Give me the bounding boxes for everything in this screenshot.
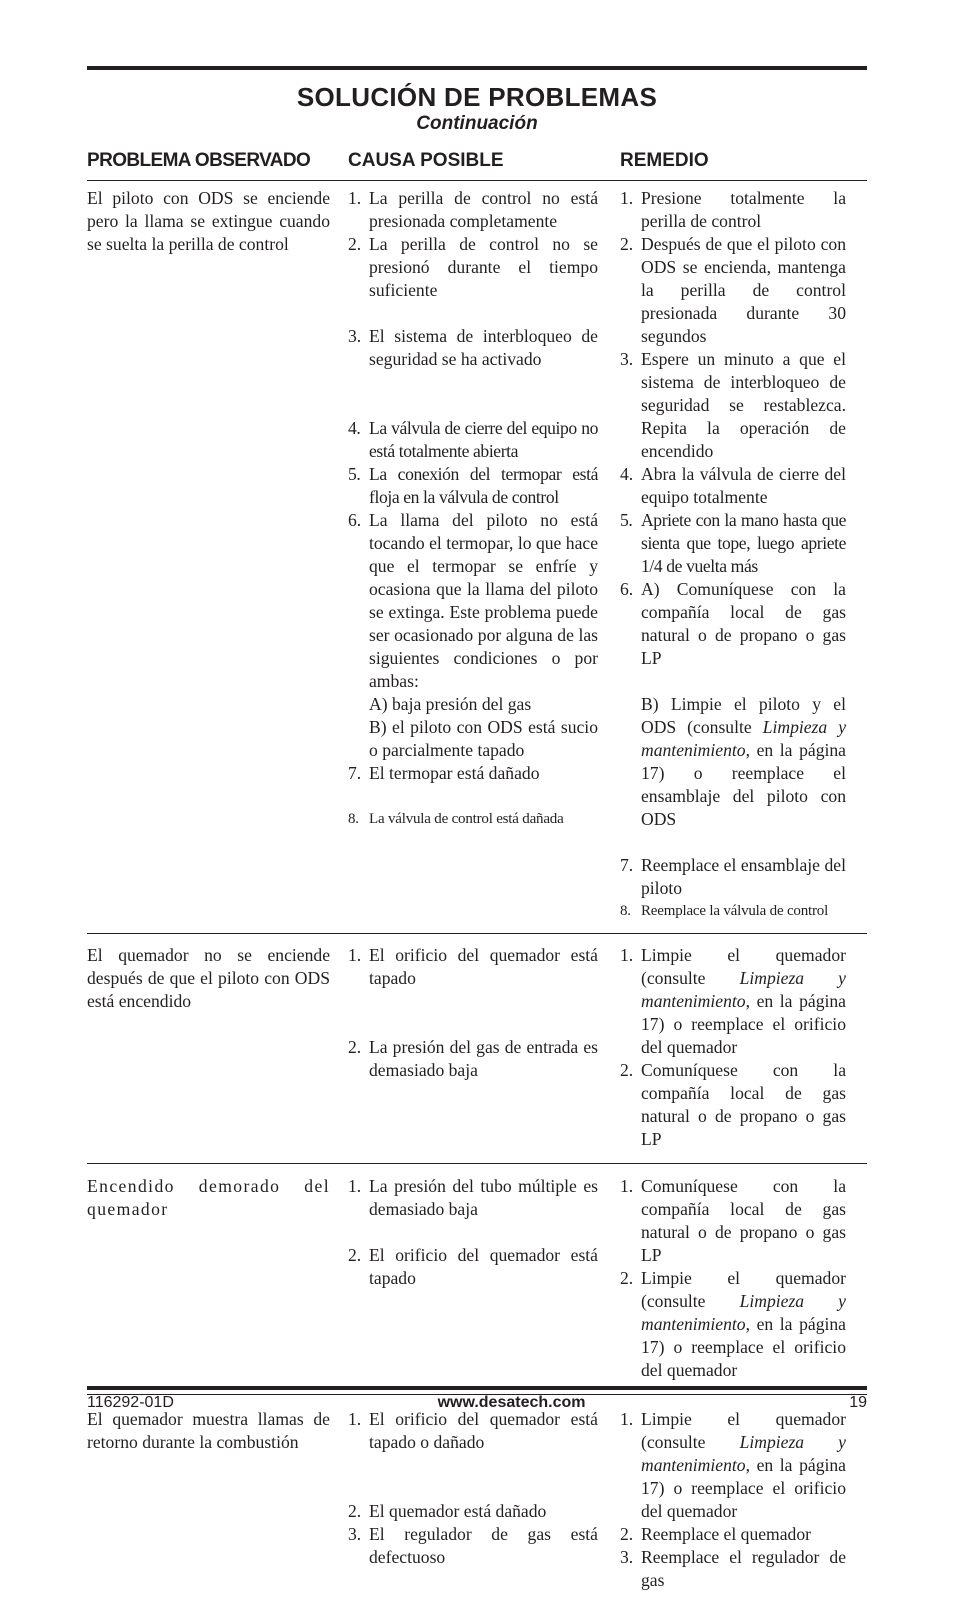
remedy-item: 2. Comuníquese con la compañía local de gas natural o de propano o gas LP: [620, 1060, 846, 1149]
cause-item: 3. El regulador de gas está defectuoso: [348, 1524, 598, 1567]
remedy-item: 3. Reemplace el regulador de gas: [620, 1547, 846, 1590]
part-number: 116292-01D: [87, 1394, 174, 1411]
remedy-item: 1. Limpie el quemador (consulte Limpieza y mantenimiento, en la página 17) o reemplace el orificio del quemador: [620, 945, 846, 1057]
cause-subitem: A) baja presión del gas: [369, 694, 532, 714]
website-link[interactable]: www.desatech.com: [437, 1394, 586, 1411]
remedy-item: 4. Abra la válvula de cierre del equipo totalmente: [620, 464, 846, 507]
remedy-item: 2. Limpie el quemador (consulte Limpieza y mantenimiento, en la página 17) o reemplace el orificio del quemador: [620, 1268, 846, 1380]
table-header: [87, 150, 867, 172]
cause-item: 4. La válvula de cierre del equipo no está totalmente abierta: [348, 418, 598, 461]
page-subtitle: Continuación: [416, 113, 538, 134]
remedy-item: 1. Presione totalmente la perilla de control: [620, 188, 846, 231]
cause-item: 1. El orificio del quemador está tapado: [348, 945, 598, 988]
remedy-item: 5. Apriete con la mano hasta que sienta que tope, luego apriete 1/4 de vuelta más: [620, 510, 846, 576]
page: [87, 66, 867, 1602]
remedy-item: 1. Comuníquese con la compañía local de gas natural o de propano o gas LP: [620, 1176, 846, 1265]
header-problem: PROBLEMA OBSERVADO: [87, 150, 311, 171]
cause-item: 2. La presión del gas de entrada es demasiado baja: [348, 1037, 598, 1080]
page-number: 19: [849, 1394, 867, 1411]
cause-item: 1. La presión del tubo múltiple es demasiado baja: [348, 1176, 598, 1219]
cause-item: 8. La válvula de control está dañada: [348, 811, 564, 827]
cause-cell: [348, 1408, 598, 1592]
problem-cell: El piloto con ODS se enciende pero la llama se extingue cuando se suelta la perilla de control: [87, 188, 330, 254]
cause-subitem: B) el piloto con ODS está sucio o parcialmente tapado: [369, 717, 598, 760]
problem-cell: El quemador muestra llamas de retorno durante la combustión: [87, 1409, 330, 1452]
remedy-item: 6. A) Comuníquese con la compañía local de gas natural o de propano o gas LP B) Limpie el piloto y el ODS (consulte Limpieza y mantenimiento, en la página 17) o reemplace el ensamblaje del piloto con ODS: [620, 579, 846, 829]
header-cause: CAUSA POSIBLE: [348, 150, 504, 171]
top-rule: [87, 66, 867, 70]
table-row: [87, 181, 867, 934]
remedy-cell: [620, 1408, 846, 1592]
footer: [87, 1394, 867, 1412]
cause-item: 2. La perilla de control no se presionó durante el tiempo suficiente: [348, 234, 598, 300]
remedy-item: 8. Reemplace la válvula de control: [620, 903, 829, 919]
remedy-item: 2. Después de que el piloto con ODS se encienda, mantenga la perilla de control presionada durante 30 segundos: [620, 234, 846, 346]
bottom-rule: [87, 1386, 867, 1390]
cause-item: 2. El orificio del quemador está tapado: [348, 1245, 598, 1288]
header-remedy: REMEDIO: [620, 150, 709, 171]
cause-item: 1. El orificio del quemador está tapado o dañado: [348, 1409, 598, 1452]
remedy-item: 1. Limpie el quemador (consulte Limpieza y mantenimiento, en la página 17) o reemplace el orificio del quemador: [620, 1409, 846, 1521]
problem-cell: El quemador no se enciende después de que el piloto con ODS está encendido: [87, 945, 330, 1011]
cause-item: 7. El termopar está dañado: [348, 763, 540, 783]
cause-item: 3. El sistema de interbloqueo de seguridad se ha activado: [348, 326, 598, 369]
cause-item: 5. La conexión del termopar está floja en la válvula de control: [348, 464, 598, 507]
cause-cell: [348, 187, 598, 923]
cause-item: 6. La llama del piloto no está tocando el termopar, lo que hace que el termopar se enfríe y ocasiona que la llama del piloto se extinga. Este problema puede ser ocasionado por alguna de las siguientes condiciones o por ambas: A) baja presión del gas B) el piloto con ODS está sucio o parcialmente tapado: [348, 510, 598, 760]
remedy-cell: [620, 1175, 846, 1382]
remedy-item: 3. Espere un minuto a que el sistema de interbloqueo de seguridad se restablezca. Repita la operación de encendido: [620, 349, 846, 461]
cause-cell: [348, 944, 598, 1151]
remedy-item: 2. Reemplace el quemador: [620, 1524, 811, 1544]
table-row: [87, 1164, 867, 1395]
page-title: SOLUCIÓN DE PROBLEMAS: [296, 82, 658, 112]
cause-cell: [348, 1175, 598, 1382]
problem-cell: Encendido demorado del quemador: [87, 1176, 330, 1219]
remedy-cell: [620, 944, 846, 1151]
table-row: [87, 1395, 867, 1602]
remedy-cell: [620, 187, 846, 923]
cause-item: 2. El quemador está dañado: [348, 1501, 547, 1521]
table-row: [87, 934, 867, 1164]
remedy-item: 7. Reemplace el ensamblaje del piloto: [620, 855, 846, 898]
cause-item: 1. La perilla de control no está presionada completamente: [348, 188, 598, 231]
